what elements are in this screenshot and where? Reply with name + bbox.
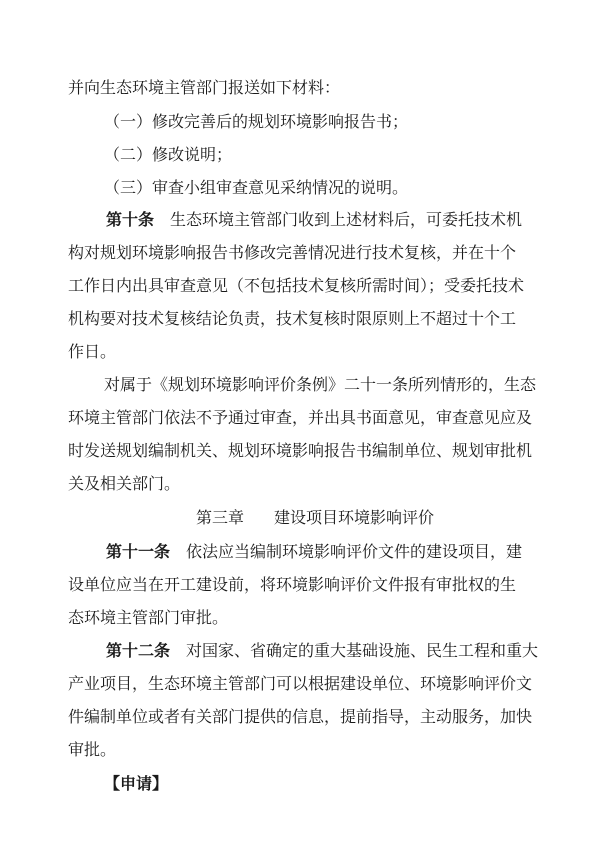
paragraph-line: 时发送规划编制机关、规划环境影响报告书编制单位、规划审批机	[68, 441, 533, 460]
article-11-first-line	[106, 542, 522, 562]
article-12-label: 第十二条	[106, 641, 171, 660]
article-10-line: 构对规划环境影响报告书修改完善情况进行技术复核，并在十个	[68, 243, 517, 262]
material-item-3: （三）审查小组审查意见采纳情况的说明。	[104, 178, 409, 197]
chapter-title: 建设项目环境影响评价	[274, 508, 435, 527]
article-12-line: 产业项目，生态环境主管部门可以根据建设单位、环境影响评价文	[68, 674, 533, 693]
article-10-first-line	[106, 210, 522, 230]
chapter-heading	[196, 508, 434, 528]
paragraph-line: 关及相关部门。	[68, 474, 181, 493]
article-11-line: 态环境主管部门审批。	[68, 608, 229, 627]
intro-line: 并向生态环境主管部门报送如下材料：	[68, 78, 341, 97]
paragraph-line: 对属于《规划环境影响评价条例》二十一条所列情形的，生态	[104, 375, 537, 394]
article-10-line: 机构要对技术复核结论负责，技术复核时限原则上不超过十个工	[68, 309, 517, 328]
article-10-line: 作日。	[68, 342, 117, 361]
article-12-first-line	[106, 641, 538, 661]
section-heading-apply: 【申请】	[104, 774, 169, 793]
article-10-label: 第十条	[106, 210, 155, 229]
paragraph-line: 环境主管部门依法不予通过审查，并出具书面意见，审查意见应及	[68, 408, 533, 427]
article-12-text: 对国家、省确定的重大基础设施、民生工程和重大	[186, 641, 539, 660]
chapter-number: 第三章	[196, 508, 245, 527]
article-12-line: 件编制单位或者有关部门提供的信息，提前指导，主动服务，加快	[68, 707, 533, 726]
article-11-line: 设单位应当在开工建设前，将环境影响评价文件报有审批权的生	[68, 575, 517, 594]
article-10-text: 生态环境主管部门收到上述材料后，可委托技术机	[170, 210, 523, 229]
article-12-line: 审批。	[68, 740, 117, 759]
article-11-text: 依法应当编制环境影响评价文件的建设项目，建	[186, 542, 523, 561]
article-11-label: 第十一条	[106, 542, 171, 561]
material-item-2: （二）修改说明；	[104, 145, 233, 164]
material-item-1: （一）修改完善后的规划环境影响报告书；	[104, 112, 409, 131]
article-10-line: 工作日内出具审查意见（不包括技术复核所需时间）；受委托技术	[68, 276, 525, 295]
